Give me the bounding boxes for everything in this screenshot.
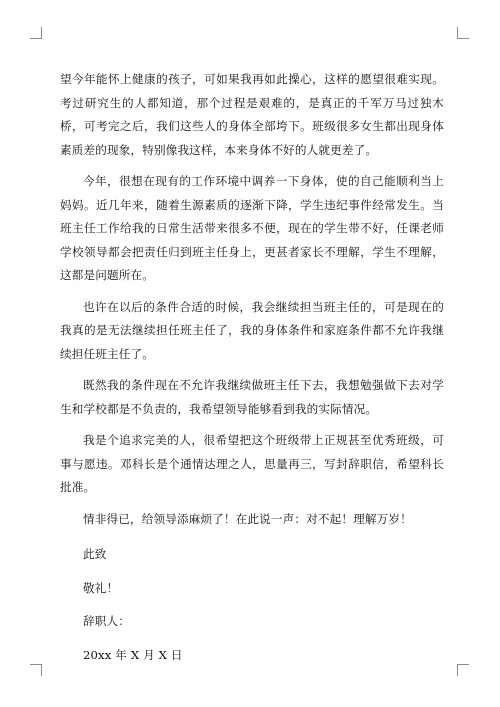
crop-mark-bottom-right [457, 664, 469, 676]
letter-body [60, 68, 444, 677]
paragraph-health: 望今年能怀上健康的孩子，可如果我再如此操心，这样的愿望很难实现。考过研究生的人都知道，那个过程是艰难的，是真正的千军万马过独木桥，可考完之后，我们这些人的身体全部垮下。班级很多女生都出现身体素质差的现象，特别像我这样，本来身体不好的人就更差了。 [60, 72, 444, 157]
crop-mark-top-right [457, 27, 469, 39]
paragraph-current-situation: 今年，很想在现有的工作环境中调养一下身体，使的自己能顺利当上妈妈。近几年来，随着生源素质的逐渐下降，学生违纪事件经常发生。当班主任工作给我的日常生活带来很多不便，现在的学生带不好，任课老师学校领导都会把责任归到班主任身上，更甚者家长不理解，学生不理解，这都是问题所在。 [60, 174, 444, 282]
salutation: 此致 [83, 547, 107, 561]
paragraph-future: 也许在以后的条件合适的时候，我会继续担当班主任的，可是现在的我真的是无法继续担任班主任了，我的身体条件和家庭条件都不允许我继续担任班主任了。 [60, 299, 444, 361]
paragraph-request: 我是个追求完美的人，很希望把这个班级带上正规甚至优秀班级，可事与愿违。邓科长是个通情达理之人，思量再三，写封辞职信，希望科长批准。 [60, 433, 444, 494]
crop-mark-bottom-left [30, 664, 42, 676]
signature-label: 辞职人： [83, 614, 130, 628]
paragraph-responsibility: 既然我的条件现在不允许我继续做班主任下去，我想勉强做下去对学生和学校都是不负责的，我希望领导能够看到我的实际情况。 [60, 378, 444, 416]
crop-mark-top-left [30, 27, 42, 39]
respect-line: 敬礼！ [83, 580, 119, 595]
paragraph-apology: 情非得已，给领导添麻烦了！在此说一声：对不起！理解万岁！ [83, 511, 412, 526]
date-line: 20xx 年 X 月 X 日 [83, 647, 183, 662]
